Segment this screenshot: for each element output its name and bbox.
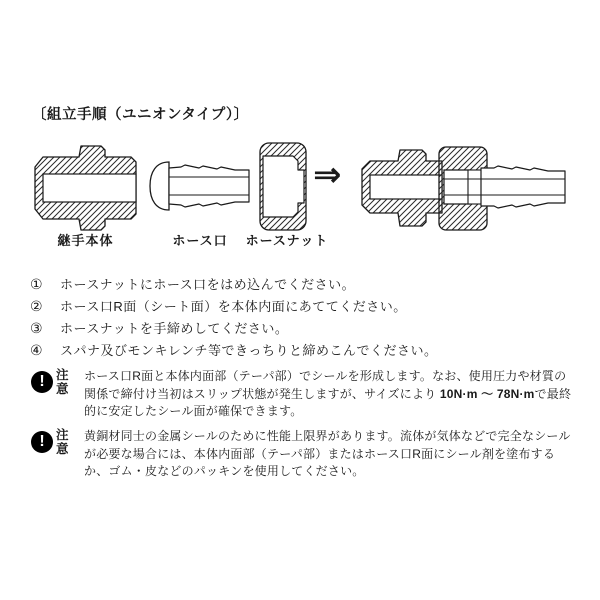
step-text: ホース口R面（シート面）を本体内面にあててください。 (60, 299, 407, 314)
caution-label-top: 注 (56, 368, 69, 382)
part-label-hose-nut: ホースナット (245, 233, 329, 248)
caution-text-before: ホース口R面と本体内面部（テーパ部）でシールを形成します。なお、使用圧力や材質の関係で締付け当初はスリップ状態が発生しますが、サイズにより (84, 369, 567, 401)
fitting-body-diagram (33, 142, 138, 234)
caution-text-after: で最終的に安定したシール面が確保できます。 (84, 386, 572, 418)
step-text: スパナ及びモンキレンチ等できっちりと締めこんでください。 (60, 343, 438, 358)
part-label-body: 継手本体 (57, 233, 114, 248)
step-number: ② (30, 298, 43, 314)
caution-note-2 (31, 428, 576, 481)
caution-label-top: 注 (56, 428, 69, 442)
caution-label (56, 368, 72, 396)
step-number: ③ (30, 320, 43, 336)
part-label-hose-barb: ホース口 (172, 233, 228, 248)
hose-nut-diagram (257, 140, 310, 233)
caution-label (56, 428, 72, 456)
assembly-steps-list (30, 275, 570, 363)
caution-note-1 (31, 368, 576, 421)
caution-label-bottom: 意 (56, 442, 69, 456)
exclamation-circle-icon: ! (31, 431, 53, 453)
step-item-1 (30, 275, 570, 297)
step-text: ホースナットにホース口をはめ込んでください。 (60, 277, 356, 292)
caution-label-bottom: 意 (56, 382, 69, 396)
step-text: ホースナットを手締めしてください。 (60, 321, 289, 336)
hose-barb-diagram (147, 153, 253, 219)
assembled-fitting-diagram (360, 142, 573, 235)
assembly-arrow-icon: ⇒ (313, 156, 342, 194)
step-number: ④ (30, 342, 43, 358)
step-item-2 (30, 297, 570, 319)
caution-text (84, 368, 576, 421)
caution-text: 黄銅材同士の金属シールのために性能上限界があります。流体が気体などで完全なシールが必要な場合には、本体内面部（テーパ部）またはホース口R面にシール剤を塗布するか、ゴム・皮などのパッキンを使用してください。 (84, 429, 571, 478)
step-item-3 (30, 319, 570, 341)
torque-range-value: 10N·m ～ 78N·m (439, 386, 535, 401)
exclamation-circle-icon: ! (31, 371, 53, 393)
step-number: ① (30, 276, 43, 292)
step-item-4 (30, 341, 570, 363)
page-title: 〔組立手順（ユニオンタイプ）〕 (32, 107, 249, 123)
